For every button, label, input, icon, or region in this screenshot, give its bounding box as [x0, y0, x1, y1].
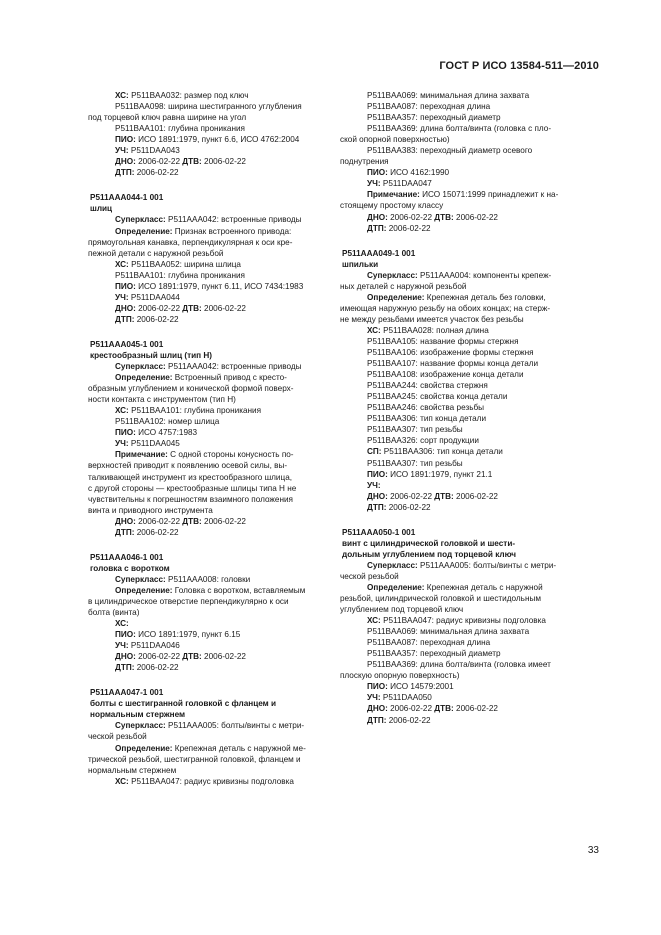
field-value: P511BAA101: глубина проникания	[115, 270, 245, 280]
text-line	[88, 516, 324, 527]
entry-title: головка с воротком	[90, 563, 170, 573]
field-value: С одной стороны конусность по-	[167, 450, 294, 460]
field-value: ИСО 1891:1979, пункт 6.15	[135, 630, 241, 640]
entry-title: винт с цилиндрической головкой и шести-	[342, 538, 516, 548]
field-label: Определение:	[115, 226, 173, 236]
text-line	[340, 303, 576, 314]
field-label: ДТВ:	[182, 516, 202, 526]
field-value: P511BAA307: тип резьбы	[367, 458, 463, 468]
text-line	[88, 112, 324, 123]
text-line	[340, 123, 576, 134]
field-value: 2006-02-22	[201, 157, 246, 167]
field-value: ческой резьбой	[88, 732, 147, 742]
field-value: трической резьбой, шестигранной головкой, фланцем и	[88, 754, 301, 764]
field-value: P511BAA245: свойства конца детали	[367, 392, 508, 402]
field-label: УЧ:	[367, 480, 381, 490]
field-label: ХС:	[115, 776, 129, 786]
field-label: ПИО:	[115, 630, 136, 640]
field-value: P511BAA087: переходная длина	[367, 638, 491, 648]
text-line	[88, 720, 324, 731]
right-column	[340, 90, 576, 726]
text-line	[340, 615, 576, 626]
field-value: образным углублением и конической формой поверх-	[88, 384, 294, 394]
text-line	[88, 662, 324, 673]
field-value: 2006-02-22	[453, 704, 498, 714]
field-value: болта (винта)	[88, 608, 140, 618]
document-header: ГОСТ Р ИСО 13584-511—2010	[439, 60, 599, 72]
field-value: нормальным стержнем	[88, 765, 177, 775]
field-value: P511BAA383: переходный диаметр осевого	[367, 146, 533, 156]
field-value: 2006-02-22	[135, 516, 183, 526]
field-value: P511BAA069: минимальная длина захвата	[367, 91, 530, 100]
text-line	[88, 237, 324, 248]
text-line	[340, 703, 576, 714]
field-label: ДТП:	[367, 223, 387, 233]
field-value: 2006-02-22	[387, 704, 435, 714]
field-label: ДТВ:	[182, 652, 202, 662]
field-value: ИСО 1891:1979, пункт 6.11, ИСО 7434:1983	[135, 281, 304, 291]
field-label: Суперкласс:	[115, 574, 166, 584]
field-value: P511BAA108: изображение конца детали	[367, 370, 524, 380]
text-line	[340, 648, 576, 659]
text-line	[88, 123, 324, 134]
field-value: P511BAA069: минимальная длина захвата	[367, 627, 530, 637]
field-label: УЧ:	[367, 179, 381, 189]
field-value: P511BAA106: изображение формы стержня	[367, 348, 534, 358]
text-line	[340, 314, 576, 325]
text-line	[340, 112, 576, 123]
field-value: 2006-02-22	[453, 491, 498, 501]
entry-code: P511AAA049-1 001	[342, 248, 416, 258]
field-label: ДТП:	[115, 527, 135, 537]
entry-spacer	[340, 234, 576, 248]
field-value: 2006-02-22	[386, 223, 431, 233]
field-label: ДТП:	[115, 168, 135, 178]
field-value: P511DAA044	[128, 292, 180, 302]
field-value: 2006-02-22	[134, 527, 179, 537]
field-value: плоскую опорную поверхность)	[340, 671, 460, 681]
text-line	[88, 134, 324, 145]
field-value: 2006-02-22	[134, 168, 179, 178]
field-label: ПИО:	[367, 168, 388, 178]
text-line	[88, 314, 324, 325]
field-value: углублением под торцевой ключ	[340, 605, 464, 615]
field-label: ДТП:	[367, 715, 387, 725]
field-value: P511DAA045	[128, 439, 180, 449]
text-line	[88, 226, 324, 237]
text-line	[340, 90, 576, 101]
field-value: резьбой, цилиндрической головкой и шестидольным	[340, 594, 541, 604]
left-column	[88, 90, 324, 787]
field-value: не между резьбами имеется участок без резьбы	[340, 314, 524, 324]
text-line	[88, 394, 324, 405]
field-value: P511DAA043	[128, 146, 180, 156]
text-line	[88, 90, 324, 101]
field-label: Суперкласс:	[367, 560, 418, 570]
text-line	[340, 458, 576, 469]
field-value: талкивающей инструмент из крестообразного шлица,	[88, 472, 293, 482]
field-value: 2006-02-22	[386, 715, 431, 725]
field-value: в цилиндрическое отверстие перпендикулярно к оси	[88, 596, 289, 606]
entry-title: крестообразный шлиц (тип H)	[90, 350, 213, 360]
text-line	[88, 427, 324, 438]
field-value: P511BAA047: радиус кривизны подголовка	[128, 776, 294, 786]
text-line	[340, 560, 576, 571]
field-label: Суперкласс:	[367, 270, 418, 280]
field-value: P511BAA244: свойства стержня	[367, 381, 488, 391]
field-value: верхностей приводит к появлению осевой силы, вы-	[88, 461, 288, 471]
entry-code: P511AAA047-1 001	[90, 688, 164, 698]
text-line	[340, 223, 576, 234]
text-line	[88, 776, 324, 787]
field-label: Определение:	[367, 292, 425, 302]
text-line	[88, 405, 324, 416]
text-line	[340, 692, 576, 703]
entry-code: P511AAA044-1 001	[90, 193, 164, 203]
field-label: ДНО:	[115, 303, 136, 313]
field-value: пежной детали с наружной резьбой	[88, 248, 224, 258]
text-line	[340, 637, 576, 648]
field-value: P511BAA032: размер под ключ	[128, 91, 249, 100]
field-value: стоящему простому классу	[340, 201, 444, 211]
text-line	[88, 361, 324, 372]
field-value: поднутрения	[340, 157, 389, 167]
field-value: 2006-02-22	[135, 157, 183, 167]
field-value: P511DAA047	[380, 179, 432, 189]
text-line	[340, 446, 576, 457]
text-line	[88, 156, 324, 167]
field-value: P511BAA357: переходный диаметр	[367, 649, 501, 659]
text-line	[340, 582, 576, 593]
text-line	[340, 189, 576, 200]
text-line	[88, 281, 324, 292]
field-label: Определение:	[115, 743, 173, 753]
text-line	[340, 212, 576, 223]
field-value: P511BAA052: ширина шлица	[128, 259, 241, 269]
text-line	[88, 494, 324, 505]
field-value: 2006-02-22	[387, 491, 435, 501]
field-value: ИСО 4162:1990	[387, 168, 450, 178]
field-label: Суперкласс:	[115, 721, 166, 731]
field-value: Головка с воротком, вставляемым	[172, 585, 306, 595]
text-line	[88, 505, 324, 516]
field-label: ХС:	[367, 616, 381, 626]
field-label: ДТВ:	[434, 704, 454, 714]
field-label: Примечание:	[115, 450, 168, 460]
field-label: ПИО:	[115, 428, 136, 438]
field-value: ИСО 4757:1983	[135, 428, 198, 438]
field-label: ДТП:	[115, 314, 135, 324]
text-line	[88, 372, 324, 383]
field-label: Примечание:	[367, 190, 420, 200]
text-line	[340, 391, 576, 402]
field-label: ПИО:	[115, 281, 136, 291]
text-line	[340, 347, 576, 358]
text-line	[340, 435, 576, 446]
text-line	[88, 259, 324, 270]
text-line	[88, 765, 324, 776]
field-value: Крепежная деталь с наружной ме-	[172, 743, 306, 753]
text-line	[340, 480, 576, 491]
field-value: P511BAA047: радиус кривизны подголовка	[380, 616, 546, 626]
field-value: P511BAA357: переходный диаметр	[367, 113, 501, 123]
text-line	[88, 483, 324, 494]
field-value: P511BAA102: номер шлица	[115, 417, 220, 427]
text-line	[340, 593, 576, 604]
text-line	[340, 491, 576, 502]
field-value: 2006-02-22	[201, 516, 246, 526]
field-value: Признак встроенного привода:	[172, 226, 292, 236]
text-line	[340, 325, 576, 336]
text-line	[88, 640, 324, 651]
entry-title: шлиц	[90, 204, 113, 214]
field-label: ПИО:	[367, 682, 388, 692]
field-label: Определение:	[115, 373, 173, 383]
entry-spacer	[340, 513, 576, 527]
field-value: ИСО 1891:1979, пункт 21.1	[387, 469, 493, 479]
field-label: Определение:	[115, 585, 173, 595]
field-value: P511BAA101: глубина проникания	[115, 124, 245, 134]
text-line	[88, 460, 324, 471]
field-value: P511BAA098: ширина шестигранного углубления	[115, 102, 302, 112]
text-line	[340, 200, 576, 211]
field-value: P511AAA005: болты/винты с метри-	[417, 560, 557, 570]
text-line	[340, 358, 576, 369]
field-value: ИСО 1891:1979, пункт 6.6, ИСО 4762:2004	[135, 135, 300, 145]
field-value: ИСО 14579:2001	[387, 682, 454, 692]
text-line	[340, 281, 576, 292]
field-value: Крепежная деталь с наружной	[424, 582, 543, 592]
field-value: под торцевой ключ равна ширине на угол	[88, 113, 247, 123]
field-value: 2006-02-22	[135, 652, 183, 662]
text-line	[88, 585, 324, 596]
field-value: ности контакта с инструментом (тип H)	[88, 395, 236, 405]
field-label: УЧ:	[115, 146, 129, 156]
field-label: ХС:	[367, 325, 381, 335]
text-line	[340, 604, 576, 615]
field-value: ческой резьбой	[340, 571, 399, 581]
field-label: УЧ:	[115, 439, 129, 449]
text-line	[340, 402, 576, 413]
field-value: ИСО 15071:1999 принадлежит к на-	[419, 190, 559, 200]
text-line	[340, 626, 576, 637]
field-label: ДТП:	[115, 663, 135, 673]
text-line	[340, 659, 576, 670]
field-value: 2006-02-22	[386, 502, 431, 512]
field-value: ской опорной поверхностью)	[340, 135, 450, 145]
text-line	[340, 270, 576, 281]
field-value: P511BAA369: длина болта/винта (головка с пло-	[367, 124, 552, 134]
field-label: СП:	[367, 447, 382, 457]
text-line	[88, 731, 324, 742]
text-line	[88, 303, 324, 314]
entry-spacer	[88, 538, 324, 552]
field-value: с другой стороны — крестообразные шлицы типа H не	[88, 483, 297, 493]
text-line	[340, 336, 576, 347]
field-value: имеющая наружную резьбу на обоих концах; на стерж-	[340, 303, 551, 313]
text-line	[88, 438, 324, 449]
field-value: P511AAA008: головки	[165, 574, 251, 584]
text-line	[88, 449, 324, 460]
text-line	[340, 571, 576, 582]
text-line	[340, 369, 576, 380]
field-value: P511BAA369: длина болта/винта (головка имеет	[367, 660, 551, 670]
field-value: P511BAA028: полная длина	[380, 325, 489, 335]
field-value: прямоугольная канавка, перпендикулярная к оси кре-	[88, 237, 293, 247]
field-value: 2006-02-22	[387, 212, 435, 222]
text-line	[88, 527, 324, 538]
text-line	[340, 156, 576, 167]
field-value: ных деталей с наружной резьбой	[340, 281, 467, 291]
field-value: 2006-02-22	[134, 663, 179, 673]
field-label: УЧ:	[115, 292, 129, 302]
field-value: P511DAA046	[128, 641, 180, 651]
field-value: P511AAA042: встроенные приводы	[165, 215, 302, 225]
field-label: Суперкласс:	[115, 215, 166, 225]
field-value: P511BAA306: тип конца детали	[381, 447, 503, 457]
page-number: 33	[587, 845, 599, 856]
field-label: ДНО:	[367, 212, 388, 222]
field-value: Встроенный привод с кресто-	[172, 373, 287, 383]
text-line	[340, 380, 576, 391]
field-value: P511DAA050	[380, 693, 432, 703]
field-value: 2006-02-22	[201, 303, 246, 313]
text-line	[340, 413, 576, 424]
field-value: P511BAA307: тип резьбы	[367, 425, 463, 435]
text-line	[88, 167, 324, 178]
field-label: ДТВ:	[182, 157, 202, 167]
text-line	[88, 270, 324, 281]
field-value: 2006-02-22	[135, 303, 183, 313]
text-line	[88, 145, 324, 156]
field-label: УЧ:	[367, 693, 381, 703]
field-label: ДТВ:	[434, 491, 454, 501]
text-line	[88, 292, 324, 303]
field-label: ДТП:	[367, 502, 387, 512]
text-line	[340, 502, 576, 513]
text-line	[340, 469, 576, 480]
field-value: 2006-02-22	[134, 314, 179, 324]
field-label: ХС:	[115, 91, 129, 100]
text-line	[88, 651, 324, 662]
text-line	[340, 178, 576, 189]
text-line	[88, 472, 324, 483]
text-line	[340, 134, 576, 145]
field-value: P511AAA042: встроенные приводы	[165, 362, 302, 372]
entry-title: шпильки	[342, 259, 379, 269]
text-line	[340, 715, 576, 726]
field-label: ПИО:	[115, 135, 136, 145]
field-value: P511BAA087: переходная длина	[367, 102, 491, 112]
field-value: P511BAA326: сорт продукции	[367, 436, 479, 446]
text-line	[88, 754, 324, 765]
field-label: ДНО:	[367, 704, 388, 714]
text-line	[340, 670, 576, 681]
text-line	[88, 383, 324, 394]
text-line	[340, 101, 576, 112]
entry-code: P511AAA050-1 001	[342, 527, 416, 537]
field-value: 2006-02-22	[453, 212, 498, 222]
text-line	[340, 145, 576, 156]
text-line	[88, 629, 324, 640]
field-value: P511BAA101: глубина проникания	[128, 406, 262, 416]
text-line	[88, 743, 324, 754]
field-value: 2006-02-22	[201, 652, 246, 662]
field-value: P511BAA105: название формы стержня	[367, 336, 519, 346]
field-label: ХС:	[115, 406, 129, 416]
field-value: P511AAA005: болты/винты с метри-	[165, 721, 305, 731]
text-line	[88, 607, 324, 618]
entry-title: дольным углублением под торцевой ключ	[342, 549, 517, 559]
field-label: ДНО:	[115, 157, 136, 167]
field-label: ДТВ:	[182, 303, 202, 313]
field-value: P511BAA306: тип конца детали	[367, 414, 487, 424]
field-value: P511BAA246: свойства резьбы	[367, 403, 485, 413]
field-label: ДНО:	[367, 491, 388, 501]
entry-spacer	[88, 325, 324, 339]
entry-code: P511AAA045-1 001	[90, 339, 164, 349]
text-line	[340, 292, 576, 303]
entry-spacer	[88, 673, 324, 687]
text-line	[340, 167, 576, 178]
field-value: Крепежная деталь без головки,	[424, 292, 546, 302]
field-label: Суперкласс:	[115, 362, 166, 372]
entry-title: нормальным стержнем	[90, 710, 186, 720]
text-line	[88, 416, 324, 427]
field-value: P511AAA004: компоненты крепеж-	[417, 270, 552, 280]
text-line	[340, 681, 576, 692]
entry-title: болты с шестигранной головкой с фланцем и	[90, 699, 277, 709]
field-label: Определение:	[367, 582, 425, 592]
field-label: УЧ:	[115, 641, 129, 651]
text-line	[88, 101, 324, 112]
text-line	[88, 214, 324, 225]
field-label: ХС:	[115, 619, 129, 629]
field-label: ДТВ:	[434, 212, 454, 222]
field-value: P511BAA107: название формы конца детали	[367, 359, 539, 369]
text-line	[88, 574, 324, 585]
text-line	[340, 424, 576, 435]
text-line	[88, 618, 324, 629]
text-line	[88, 596, 324, 607]
field-value: винта и приводного инструмента	[88, 505, 213, 515]
field-label: ДНО:	[115, 652, 136, 662]
text-line	[88, 248, 324, 259]
field-label: ХС:	[115, 259, 129, 269]
entry-code: P511AAA046-1 001	[90, 552, 164, 562]
entry-spacer	[88, 178, 324, 192]
field-value: чувствительны к погрешностям взаимного положения	[88, 494, 293, 504]
field-label: ПИО:	[367, 469, 388, 479]
field-label: ДНО:	[115, 516, 136, 526]
